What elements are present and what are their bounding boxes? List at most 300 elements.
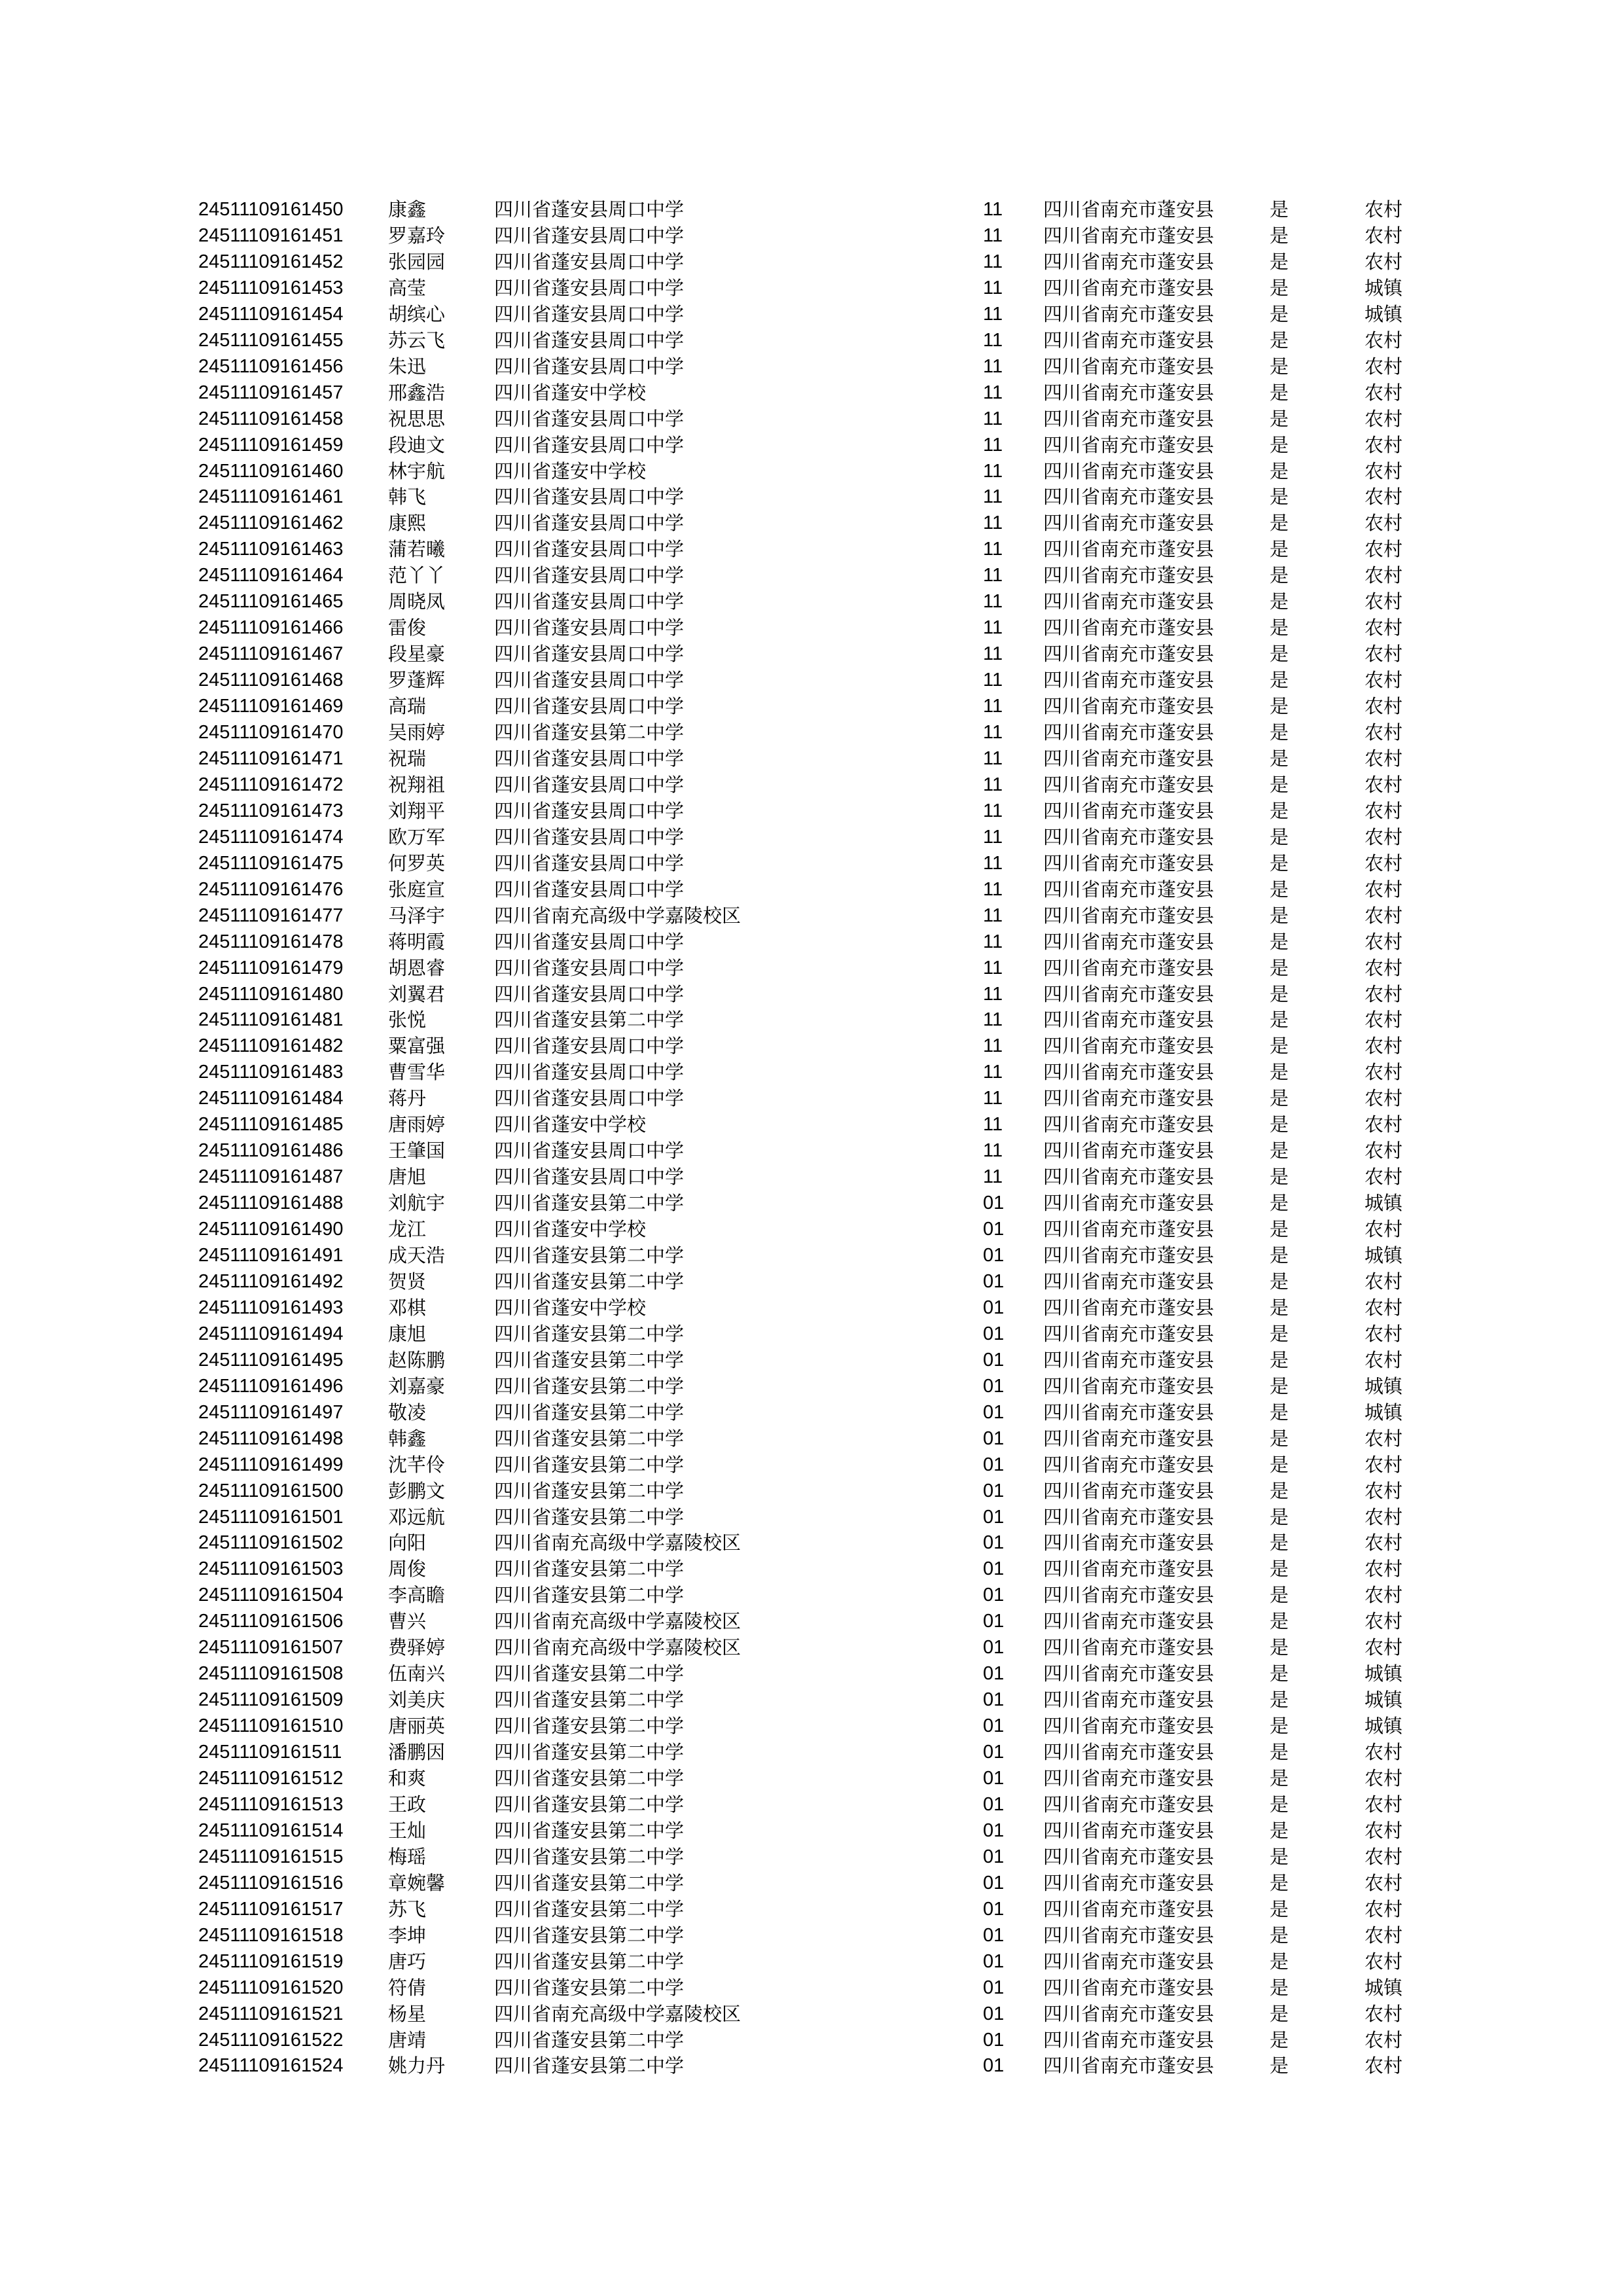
table-row [0,1085,1623,1111]
table-row [0,353,1623,380]
region-cell: 四川省南充市蓬安县 [1043,1374,1215,1397]
name-cell: 唐靖 [388,2028,427,2051]
name-cell: 段星豪 [388,643,446,666]
residence-type-cell: 农村 [1364,721,1403,744]
residence-type-cell: 农村 [1364,250,1403,273]
residence-type-cell: 城镇 [1364,1715,1403,1738]
category-code-cell: 01 [983,1558,1005,1580]
residence-type-cell: 农村 [1364,1636,1403,1659]
category-code-cell: 01 [983,1872,1005,1893]
region-cell: 四川省南充市蓬安县 [1043,1505,1215,1528]
school-cell: 四川省蓬安县第二中学 [494,1819,685,1842]
category-code-cell: 11 [983,696,1003,717]
residence-type-cell: 农村 [1364,773,1403,796]
region-cell: 四川省南充市蓬安县 [1043,2054,1215,2077]
student-id-cell: 24511109161511 [198,1742,342,1763]
residence-type-cell: 农村 [1364,224,1403,247]
student-id-cell: 24511109161512 [198,1768,344,1789]
table-row [0,641,1623,667]
category-code-cell: 11 [983,983,1003,1005]
residence-type-cell: 城镇 [1364,1374,1403,1397]
student-id-cell: 24511109161517 [198,1898,344,1920]
table-row [0,1765,1623,1791]
name-cell: 邓远航 [388,1505,446,1528]
student-id-cell: 24511109161515 [198,1846,344,1867]
table-row [0,1844,1623,1870]
school-cell: 四川省蓬安县周口中学 [494,982,685,1005]
category-code-cell: 01 [983,1297,1005,1318]
student-id-cell: 24511109161453 [198,277,344,298]
student-id-cell: 24511109161492 [198,1270,344,1292]
student-id-cell: 24511109161520 [198,1977,344,1998]
student-id-cell: 24511109161502 [198,1532,344,1554]
school-cell: 四川省蓬安县周口中学 [494,198,685,221]
school-cell: 四川省蓬安县第二中学 [494,1558,685,1581]
region-cell: 四川省南充市蓬安县 [1043,1715,1215,1738]
residence-type-cell: 城镇 [1364,1662,1403,1685]
student-id-cell: 24511109161500 [198,1480,344,1501]
name-cell: 潘鹏因 [388,1741,446,1764]
student-id-cell: 24511109161468 [198,670,344,691]
category-code-cell: 01 [983,1532,1005,1554]
name-cell: 王灿 [388,1819,427,1842]
table-row [0,1373,1623,1399]
category-code-cell: 01 [983,2003,1005,2024]
name-cell: 符倩 [388,1976,427,1999]
name-cell: 刘美庆 [388,1689,446,1712]
school-cell: 四川省蓬安县周口中学 [494,538,685,561]
flag-cell: 是 [1270,904,1289,927]
school-cell: 四川省蓬安县第二中学 [494,1192,685,1215]
region-cell: 四川省南充市蓬安县 [1043,825,1215,848]
table-row [0,1452,1623,1478]
table-row [0,2053,1623,2079]
residence-type-cell: 农村 [1364,669,1403,692]
flag-cell: 是 [1270,1767,1289,1789]
table-row [0,693,1623,719]
school-cell: 四川省蓬安县周口中学 [494,695,685,718]
table-row [0,223,1623,249]
table-row [0,1478,1623,1504]
residence-type-cell: 农村 [1364,1009,1403,1031]
category-code-cell: 01 [983,1768,1005,1789]
name-cell: 康熙 [388,512,427,535]
residence-type-cell: 农村 [1364,1871,1403,1894]
flag-cell: 是 [1270,1192,1289,1215]
school-cell: 四川省蓬安县第二中学 [494,1427,685,1450]
student-id-cell: 24511109161503 [198,1558,344,1580]
residence-type-cell: 农村 [1364,1087,1403,1110]
region-cell: 四川省南充市蓬安县 [1043,799,1215,822]
region-cell: 四川省南充市蓬安县 [1043,1767,1215,1789]
category-code-cell: 01 [983,1663,1005,1685]
residence-type-cell: 农村 [1364,1845,1403,1868]
category-code-cell: 11 [983,1140,1003,1162]
residence-type-cell: 农村 [1364,512,1403,535]
name-cell: 马泽宇 [388,904,446,927]
student-id-cell: 24511109161516 [198,1872,344,1893]
category-code-cell: 11 [983,486,1003,508]
residence-type-cell: 城镇 [1364,1401,1403,1424]
region-cell: 四川省南充市蓬安县 [1043,1035,1215,1058]
region-cell: 四川省南充市蓬安县 [1043,1689,1215,1712]
flag-cell: 是 [1270,956,1289,979]
category-code-cell: 11 [983,1035,1003,1057]
student-id-cell: 24511109161473 [198,800,344,821]
flag-cell: 是 [1270,1741,1289,1764]
name-cell: 刘翔平 [388,799,446,822]
category-code-cell: 01 [983,2029,1005,2051]
region-cell: 四川省南充市蓬安县 [1043,747,1215,770]
name-cell: 唐雨婷 [388,1113,446,1136]
residence-type-cell: 农村 [1364,329,1403,351]
school-cell: 四川省蓬安县第二中学 [494,1950,685,1973]
flag-cell: 是 [1270,1427,1289,1450]
region-cell: 四川省南充市蓬安县 [1043,276,1215,299]
name-cell: 周晓凤 [388,590,446,613]
table-row [0,588,1623,615]
residence-type-cell: 城镇 [1364,302,1403,325]
region-cell: 四川省南充市蓬安县 [1043,721,1215,744]
category-code-cell: 01 [983,1506,1005,1528]
category-code-cell: 11 [983,800,1003,821]
category-code-cell: 01 [983,1375,1005,1397]
school-cell: 四川省蓬安县周口中学 [494,486,685,509]
student-id-cell: 24511109161482 [198,1035,344,1057]
table-row [0,510,1623,536]
school-cell: 四川省蓬安县周口中学 [494,355,685,378]
student-id-cell: 24511109161471 [198,747,344,769]
residence-type-cell: 农村 [1364,198,1403,221]
residence-type-cell: 农村 [1364,355,1403,378]
region-cell: 四川省南充市蓬安县 [1043,590,1215,613]
table-row [0,301,1623,327]
region-cell: 四川省南充市蓬安县 [1043,1139,1215,1162]
name-cell: 沈芊伶 [388,1453,446,1476]
table-row [0,798,1623,824]
residence-type-cell: 农村 [1364,904,1403,927]
flag-cell: 是 [1270,1453,1289,1476]
flag-cell: 是 [1270,669,1289,692]
residence-type-cell: 农村 [1364,852,1403,874]
student-id-cell: 24511109161458 [198,408,344,429]
school-cell: 四川省蓬安县周口中学 [494,407,685,430]
table-row [0,1111,1623,1138]
region-cell: 四川省南充市蓬安县 [1043,1897,1215,1920]
table-row [0,1608,1623,1634]
category-code-cell: 01 [983,1454,1005,1475]
name-cell: 王肇国 [388,1139,446,1162]
name-cell: 杨星 [388,2002,427,2025]
name-cell: 邢鑫浩 [388,381,446,404]
flag-cell: 是 [1270,1166,1289,1189]
category-code-cell: 01 [983,1480,1005,1501]
category-code-cell: 01 [983,1793,1005,1815]
flag-cell: 是 [1270,486,1289,509]
table-row [0,850,1623,876]
name-cell: 成天浩 [388,1244,446,1266]
category-code-cell: 01 [983,1323,1005,1344]
name-cell: 赵陈鹏 [388,1348,446,1371]
student-id-cell: 24511109161501 [198,1506,344,1528]
flag-cell: 是 [1270,643,1289,666]
student-id-cell: 24511109161477 [198,905,344,926]
category-code-cell: 11 [983,826,1003,848]
flag-cell: 是 [1270,1871,1289,1894]
residence-type-cell: 农村 [1364,617,1403,639]
region-cell: 四川省南充市蓬安县 [1043,1819,1215,1842]
residence-type-cell: 农村 [1364,2054,1403,2077]
category-code-cell: 11 [983,722,1003,743]
name-cell: 李高瞻 [388,1584,446,1607]
flag-cell: 是 [1270,407,1289,430]
name-cell: 章婉馨 [388,1871,446,1894]
region-cell: 四川省南充市蓬安县 [1043,1401,1215,1424]
flag-cell: 是 [1270,878,1289,901]
name-cell: 李坤 [388,1924,427,1946]
student-id-cell: 24511109161496 [198,1375,344,1397]
region-cell: 四川省南充市蓬安县 [1043,1584,1215,1607]
flag-cell: 是 [1270,617,1289,639]
name-cell: 粟富强 [388,1035,446,1058]
school-cell: 四川省南充高级中学嘉陵校区 [494,1636,741,1659]
student-id-cell: 24511109161481 [198,1009,344,1031]
name-cell: 周俊 [388,1558,427,1581]
residence-type-cell: 城镇 [1364,1244,1403,1266]
table-row [0,903,1623,929]
category-code-cell: 11 [983,878,1003,900]
school-cell: 四川省蓬安县第二中学 [494,1244,685,1266]
category-code-cell: 01 [983,1689,1005,1711]
school-cell: 四川省蓬安县周口中学 [494,669,685,692]
student-id-cell: 24511109161467 [198,643,344,665]
category-code-cell: 01 [983,1742,1005,1763]
region-cell: 四川省南充市蓬安县 [1043,1322,1215,1345]
student-id-cell: 24511109161486 [198,1140,344,1162]
student-id-cell: 24511109161451 [198,224,344,246]
flag-cell: 是 [1270,825,1289,848]
category-code-cell: 11 [983,251,1003,272]
name-cell: 唐巧 [388,1950,427,1973]
flag-cell: 是 [1270,930,1289,953]
region-cell: 四川省南充市蓬安县 [1043,1532,1215,1554]
school-cell: 四川省蓬安县周口中学 [494,302,685,325]
table-row [0,1059,1623,1085]
region-cell: 四川省南充市蓬安县 [1043,982,1215,1005]
student-id-cell: 24511109161465 [198,591,344,613]
category-code-cell: 11 [983,617,1003,639]
residence-type-cell: 农村 [1364,1061,1403,1084]
student-id-cell: 24511109161488 [198,1193,344,1214]
residence-type-cell: 农村 [1364,1897,1403,1920]
school-cell: 四川省蓬安中学校 [494,1218,647,1241]
student-id-cell: 24511109161479 [198,957,344,978]
school-cell: 四川省蓬安县周口中学 [494,564,685,587]
flag-cell: 是 [1270,1662,1289,1685]
student-id-cell: 24511109161483 [198,1062,344,1083]
flag-cell: 是 [1270,1061,1289,1084]
table-row [0,1216,1623,1242]
category-code-cell: 01 [983,1349,1005,1371]
student-id-cell: 24511109161494 [198,1323,344,1344]
flag-cell: 是 [1270,747,1289,770]
residence-type-cell: 农村 [1364,590,1403,613]
student-id-cell: 24511109161504 [198,1585,344,1606]
category-code-cell: 01 [983,1950,1005,1972]
name-cell: 敬凌 [388,1401,427,1424]
region-cell: 四川省南充市蓬安县 [1043,2002,1215,2025]
name-cell: 罗嘉玲 [388,224,446,247]
student-id-cell: 24511109161475 [198,852,344,874]
table-row [0,981,1623,1007]
category-code-cell: 01 [983,1898,1005,1920]
table-row [0,1242,1623,1268]
flag-cell: 是 [1270,982,1289,1005]
region-cell: 四川省南充市蓬安县 [1043,1061,1215,1084]
flag-cell: 是 [1270,1401,1289,1424]
table-row [0,432,1623,458]
student-id-cell: 24511109161506 [198,1611,344,1632]
name-cell: 邓棋 [388,1296,427,1319]
school-cell: 四川省蓬安县第二中学 [494,1793,685,1816]
school-cell: 四川省蓬安县第二中学 [494,1689,685,1712]
region-cell: 四川省南充市蓬安县 [1043,1113,1215,1136]
school-cell: 四川省蓬安县周口中学 [494,799,685,822]
region-cell: 四川省南充市蓬安县 [1043,1296,1215,1319]
school-cell: 四川省蓬安县周口中学 [494,930,685,953]
flag-cell: 是 [1270,1479,1289,1502]
name-cell: 曹雪华 [388,1061,446,1084]
region-cell: 四川省南充市蓬安县 [1043,1453,1215,1476]
table-row [0,196,1623,223]
category-code-cell: 11 [983,747,1003,769]
table-row [0,406,1623,432]
name-cell: 费驿婷 [388,1636,446,1659]
flag-cell: 是 [1270,1348,1289,1371]
flag-cell: 是 [1270,2028,1289,2051]
region-cell: 四川省南充市蓬安县 [1043,1244,1215,1266]
name-cell: 张庭宣 [388,878,446,901]
school-cell: 四川省蓬安县周口中学 [494,1035,685,1058]
school-cell: 四川省蓬安县周口中学 [494,1139,685,1162]
residence-type-cell: 农村 [1364,1950,1403,1973]
table-row [0,615,1623,641]
student-id-cell: 24511109161484 [198,1088,344,1109]
flag-cell: 是 [1270,1610,1289,1633]
student-id-cell: 24511109161480 [198,983,344,1005]
region-cell: 四川省南充市蓬安县 [1043,459,1215,482]
name-cell: 胡恩睿 [388,956,446,979]
flag-cell: 是 [1270,1819,1289,1842]
table-row [0,772,1623,798]
school-cell: 四川省蓬安县周口中学 [494,956,685,979]
table-row [0,2027,1623,2053]
name-cell: 祝思思 [388,407,446,430]
residence-type-cell: 农村 [1364,1924,1403,1946]
residence-type-cell: 农村 [1364,407,1403,430]
name-cell: 彭鹏文 [388,1479,446,1502]
school-cell: 四川省蓬安县第二中学 [494,1322,685,1345]
student-id-cell: 24511109161476 [198,878,344,900]
school-cell: 四川省蓬安县第二中学 [494,1584,685,1607]
category-code-cell: 11 [983,643,1003,665]
name-cell: 唐旭 [388,1166,427,1189]
school-cell: 四川省蓬安县第二中学 [494,1897,685,1920]
school-cell: 四川省蓬安县周口中学 [494,617,685,639]
residence-type-cell: 农村 [1364,1035,1403,1058]
residence-type-cell: 农村 [1364,1532,1403,1554]
residence-type-cell: 农村 [1364,2002,1403,2025]
category-code-cell: 11 [983,408,1003,429]
table-row [0,1870,1623,1896]
student-id-cell: 24511109161456 [198,355,344,377]
region-cell: 四川省南充市蓬安县 [1043,1479,1215,1502]
name-cell: 苏飞 [388,1897,427,1920]
flag-cell: 是 [1270,433,1289,456]
student-id-cell: 24511109161452 [198,251,344,272]
residence-type-cell: 农村 [1364,1584,1403,1607]
region-cell: 四川省南充市蓬安县 [1043,904,1215,927]
table-row [0,1791,1623,1818]
category-code-cell: 11 [983,565,1003,586]
student-id-cell: 24511109161498 [198,1427,344,1449]
student-id-cell: 24511109161507 [198,1637,344,1659]
region-cell: 四川省南充市蓬安县 [1043,1166,1215,1189]
name-cell: 欧万军 [388,825,446,848]
residence-type-cell: 农村 [1364,538,1403,561]
name-cell: 唐丽英 [388,1715,446,1738]
school-cell: 四川省蓬安县第二中学 [494,1009,685,1031]
residence-type-cell: 城镇 [1364,1192,1403,1215]
category-code-cell: 11 [983,329,1003,351]
student-id-cell: 24511109161508 [198,1663,344,1685]
category-code-cell: 11 [983,774,1003,795]
name-cell: 贺贤 [388,1270,427,1293]
school-cell: 四川省南充高级中学嘉陵校区 [494,2002,741,2025]
category-code-cell: 11 [983,931,1003,952]
category-code-cell: 11 [983,434,1003,456]
table-row [0,275,1623,301]
name-cell: 范丫丫 [388,564,446,587]
flag-cell: 是 [1270,355,1289,378]
flag-cell: 是 [1270,1897,1289,1920]
table-row [0,745,1623,772]
flag-cell: 是 [1270,1218,1289,1241]
category-code-cell: 11 [983,905,1003,926]
flag-cell: 是 [1270,1009,1289,1031]
student-id-cell: 24511109161472 [198,774,344,795]
residence-type-cell: 农村 [1364,1270,1403,1293]
flag-cell: 是 [1270,695,1289,718]
residence-type-cell: 农村 [1364,486,1403,509]
region-cell: 四川省南充市蓬安县 [1043,956,1215,979]
region-cell: 四川省南充市蓬安县 [1043,433,1215,456]
student-id-cell: 24511109161457 [198,382,344,403]
name-cell: 高莹 [388,276,427,299]
student-id-cell: 24511109161510 [198,1715,344,1737]
residence-type-cell: 农村 [1364,1741,1403,1764]
flag-cell: 是 [1270,1374,1289,1397]
region-cell: 四川省南充市蓬安县 [1043,381,1215,404]
category-code-cell: 11 [983,539,1003,560]
residence-type-cell: 农村 [1364,1767,1403,1789]
student-id-cell: 24511109161462 [198,512,344,534]
student-id-cell: 24511109161469 [198,696,344,717]
flag-cell: 是 [1270,1244,1289,1266]
school-cell: 四川省蓬安县周口中学 [494,512,685,535]
school-cell: 四川省蓬安县第二中学 [494,1845,685,1868]
region-cell: 四川省南充市蓬安县 [1043,1348,1215,1371]
